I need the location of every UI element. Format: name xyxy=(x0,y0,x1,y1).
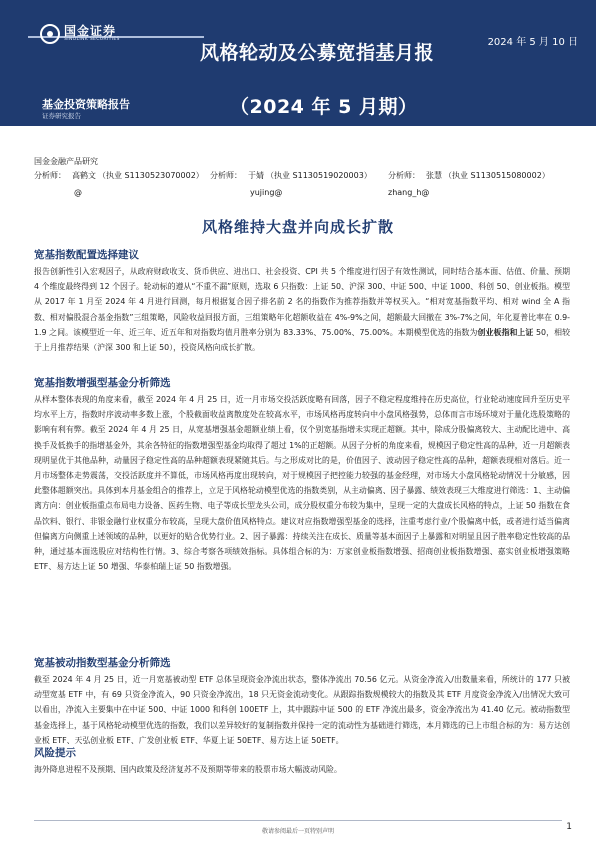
section-enhanced-funds xyxy=(34,376,570,576)
page-number: 1 xyxy=(566,822,572,832)
logo-emblem-icon xyxy=(40,24,60,44)
report-type: 基金投资策略报告 xyxy=(42,98,130,111)
section-heading: 风险提示 xyxy=(34,747,76,759)
main-title: 风格维持大盘并向成长扩散 xyxy=(201,218,394,236)
report-title: 风格轮动及公募宽指基月报 xyxy=(200,42,435,64)
section-paragraph: 截至 2024 年 4 月 25 日，近一月宽基被动型 ETF 总体呈现资金净流出状态，整体净流出 70.56 亿元。从资金净流入/出数量来看，所统计的 177 只被动型宽基 ETF 中，有 69 只资金净流入，90 只资金净流出，18 只无资金流动变化。从跟踪指数规模较大的指数及其 ETF 月度资金净流入/出情况大致可以看出，净流入主要集中在中证 500、中证 1000 和科创 100ETF 上，其中跟踪中证 500 的 ETF 净流出最多，资金净流出为 41.40 亿元。被动指数型基金选择上，基于风格轮动模型优选的指数，我们以差异较好的复制指数并保持一定的流动性为基础进行筛选，本月筛选的已上市组合标的为：易方达创业板 ETF、天弘创业板 ETF、广发创业板 ETF、华夏上证 50ETF、易方达上证 50ETF。 xyxy=(34,675,570,745)
report-subtitle: （2024 年 5 月期） xyxy=(230,96,418,118)
section-paragraph xyxy=(34,264,570,355)
report-date: 2024 年 5 月 10 日 xyxy=(487,37,578,48)
analyst-label: 分析师： xyxy=(388,171,420,180)
analyst-cert: （执业 S1130519020003） xyxy=(266,171,372,180)
analyst-cert: （执业 S1130515080002） xyxy=(444,171,550,180)
section-heading: 宽基被动指数型基金分析筛选 xyxy=(34,657,171,669)
footer-disclaimer-note: 敬请参阅最后一页特别声明 xyxy=(261,828,334,835)
analyst-3-email[interactable]: zhang_h@ xyxy=(388,188,430,197)
paragraph-text: 报告创新性引入宏观因子，从政府财政收支、货币供应、进出口、社会投资、CPI 共 5 个维度进行因子有效性测试，同时结合基本面、估值、价量、预期 4 个维度最终得到 12 个因子。轮动标的遵从“不重不漏”原则，选取 6 只指数：上证 50、沪深 300、中证 500、中证 1000、科创 50、创业板指。模型从 2017 年 1 月至 2024 年 4 月进行回测，每月根据复合因子排名前 2 名的指数作为推荐指数并等权买入。“相对宽基指数平均、相对 wind 全 A 指数、相对偏股混合基金指数”三组策略，风险收益回报方面，三组策略年化超额收益在 4%-9%之间，超额最大回撤在 3%-7%之间，年化夏普比率在 0.9-1.9 之间。该模型近一年、近三年、近五年和对指数均值月胜率分别为 83.33%、75.00%、75.00%。本期模型优选的指数为 xyxy=(34,267,570,337)
company-logo xyxy=(40,22,160,48)
analyst-label: 分析师： xyxy=(210,171,242,180)
analyst-name: 于婧 xyxy=(248,171,264,180)
section-paragraph: 从样本整体表现的角度来看，截至 2024 年 4 月 25 日，近一月市场交投活跃度略有回落，因子不稳定程度维持在历史高位，行业轮动速度回升至历史平均水平上方，指数时序波动率多数上涨，个股截面收益离散度处在较高水平，市场风格再度转向中小盘风格强势，总体而言市场环境对于量化选股策略的影响有利有弊。截至 2024 年 4 月 25 日，从宽基增强基金超额业绩上看，仅个别宽基指增未实现正超额。其中，除成分股偏离较大、主动配比进中、高换手及低换手的指增基金外，其余各特征的指数增强型基金均取得了超过 1%的正超额。从因子分析的角度来看，规模因子稳定性高的品种，近一月超额表现明显优于其他品种，动量因子稳定性高的品种超额表现紧随其后。与之形成对比的是，价值因子、波动因子稳定性高的品种，超额表现相对落后。近一月市场整体走势震荡，交投活跃度并不算低，市场风格再度出现转向，对于规模因子把控能力较强的基金经理，对市场大小盘风格轮动情况十分敏感，因此整体超额突出。具体到本月基金组合的推荐上，立足于风格轮动模型优选的指数类别，从主动偏离、因子暴露、绩效表现三大维度进行筛选：1、主动偏离方向：创业板指重点布局电力设备、医药生物、电子等成长型龙头公司，成分股权重分布较为集中，呈现一定的大盘成长风格的特点，上证 50 指数在食品饮料、银行、非银金融行业权重分布较高，呈现大盘价值风格特点。建议对应指数增强型基金的选择，注重考虑行业/个股偏离中低，或者进行适当偏离但偏离方向侧重上述领域的品种，以更好的贴合优势行业。2、因子暴露：持续关注在成长、质量等基本面因子上暴露和对明显且因子胜率稳定性较高的品种，通过基本面选股应对结构性行情。3、综合考察各项绩效指标。具体组合标的为：万家创业板指数增强、招商创业板指数增强、嘉实创业板增强策略 ETF、易方达上证 50 增强、华泰柏瑞上证 50 指数增强。 xyxy=(34,395,570,572)
section-paragraph: 海外降息进程不及预期、国内政策及经济复苏不及预期等带来的股票市场大幅波动风险。 xyxy=(34,765,342,774)
logo-name-cn: 国金证券 xyxy=(64,24,117,38)
footer-divider xyxy=(34,820,562,821)
section-heading: 宽基指数增强型基金分析筛选 xyxy=(34,377,171,389)
analyst-2-email[interactable]: yujing@ xyxy=(250,188,283,197)
section-allocation-advice xyxy=(34,248,570,357)
paragraph-text-tail: 50，相较于上月推荐结果（沪深 300 和上证 50），投资风格向成长扩散。 xyxy=(34,327,570,353)
report-header-band xyxy=(0,0,596,126)
analyst-label: 分析师： xyxy=(34,171,66,180)
analyst-3 xyxy=(388,170,550,181)
analyst-1-email[interactable]: @ xyxy=(74,188,82,197)
analyst-1 xyxy=(34,170,204,181)
report-category: 证券研究报告 xyxy=(42,112,81,120)
section-heading: 宽基指数配置选择建议 xyxy=(34,249,139,261)
research-team: 国金金融产品研究 xyxy=(34,157,98,166)
analyst-2 xyxy=(210,170,372,181)
section-passive-funds xyxy=(34,656,570,750)
section-risk-warning xyxy=(34,746,570,779)
recommended-indices: 创业板指和上证 xyxy=(477,327,534,337)
analyst-name: 高鹤文 xyxy=(72,171,96,180)
analyst-name: 张慧 xyxy=(426,171,442,180)
analyst-cert: （执业 S1130523070002） xyxy=(98,171,204,180)
logo-name-en: SINOLINK SECURITIES xyxy=(64,37,120,42)
